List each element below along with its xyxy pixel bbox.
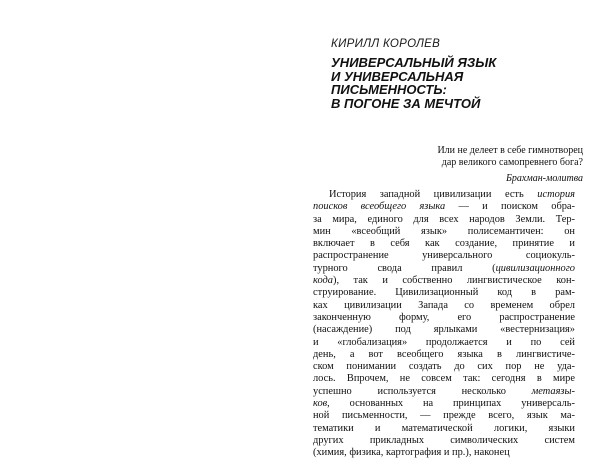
text-run: струирование. Цивилизационный код в рам-	[313, 287, 575, 299]
body-line	[313, 300, 575, 312]
text-run: включает в себя как создание, принятие и	[313, 238, 575, 250]
body-line	[313, 263, 575, 275]
body-line	[313, 435, 575, 447]
body-line	[313, 423, 575, 435]
body-line	[313, 373, 575, 385]
text-run: ках цивилизации Запада со временем обрел	[313, 299, 575, 311]
body-paragraph	[313, 189, 575, 460]
text-run: ), так и собственно лингвистическое кон-	[332, 275, 575, 287]
epigraph-source: Брахман-молитва	[506, 172, 583, 184]
author-name: КИРИЛЛ КОРОЛЕВ	[331, 38, 441, 50]
epigraph-line: Или не делеет в себе гимнотворец	[437, 145, 583, 156]
title-line: В ПОГОНЕ ЗА МЕЧТОЙ	[331, 95, 481, 111]
italic-text: цивилизационного	[495, 262, 575, 274]
text-run: мин «всеобщий язык» полисемантичен: он	[313, 225, 575, 237]
italic-text: история	[537, 189, 575, 200]
body-line	[313, 337, 575, 349]
text-run: ной письменности, — прежде всего, язык ма-	[313, 410, 575, 422]
italic-text: метаязы-	[531, 385, 575, 397]
title-line: УНИВЕРСАЛЬНЫЙ ЯЗЫК	[331, 55, 497, 70]
text-run: других прикладных символических систем	[313, 434, 575, 446]
title-line: ПИСЬМЕННОСТЬ:	[331, 82, 447, 98]
body-line	[313, 361, 575, 373]
text-run: (насаждение) под ярлыками «вестернизация»	[313, 324, 575, 336]
body-line	[313, 275, 575, 287]
italic-text: ков	[313, 398, 328, 410]
body-line	[313, 410, 575, 422]
body-line	[313, 250, 575, 262]
text-run: тематики и математической логики, языки	[313, 422, 575, 434]
text-run: и «глобализация» продолжается и по сей	[313, 336, 575, 348]
text-run: лось. Впрочем, не совсем так: сегодня в мире	[313, 373, 575, 385]
text-run: за мира, единого для всех народов Земли. Тер-	[313, 213, 575, 225]
text-run: — и поиском обра-	[445, 201, 575, 213]
text-run: (химия, физика, картография и пр.), наконец	[313, 447, 510, 459]
body-line	[313, 226, 575, 238]
body-line	[313, 238, 575, 250]
epigraph	[333, 145, 583, 185]
body-line	[313, 189, 575, 201]
text-run: законченную форму, его распространение	[313, 311, 575, 323]
body-line	[313, 386, 575, 398]
body-line	[313, 349, 575, 361]
text-run: ском понимании создать до сих пор не уда-	[313, 361, 575, 373]
article-title	[331, 56, 581, 110]
text-run: турного свода правил (	[313, 262, 496, 274]
italic-text: кода	[313, 275, 333, 287]
body-line	[313, 214, 575, 226]
italic-text: поисков всеобщего языка	[313, 201, 446, 213]
text-run: успешно используется несколько	[313, 385, 532, 397]
body-line	[313, 324, 575, 336]
text-run: распространение универсального социокуль-	[313, 250, 575, 262]
text-run: , основанных на принципах универсаль-	[327, 398, 575, 410]
body-line	[313, 447, 575, 459]
title-line: И УНИВЕРСАЛЬНАЯ	[331, 68, 464, 84]
text-run: История западной цивилизации есть	[329, 189, 538, 200]
body-line	[313, 201, 575, 213]
body-line	[313, 312, 575, 324]
body-line	[313, 287, 575, 299]
body-line	[313, 398, 575, 410]
epigraph-line: дар великого самопревнего бога?	[441, 157, 583, 169]
text-run: день, а вот всеобщего языка в лингвистиче-	[313, 348, 575, 360]
